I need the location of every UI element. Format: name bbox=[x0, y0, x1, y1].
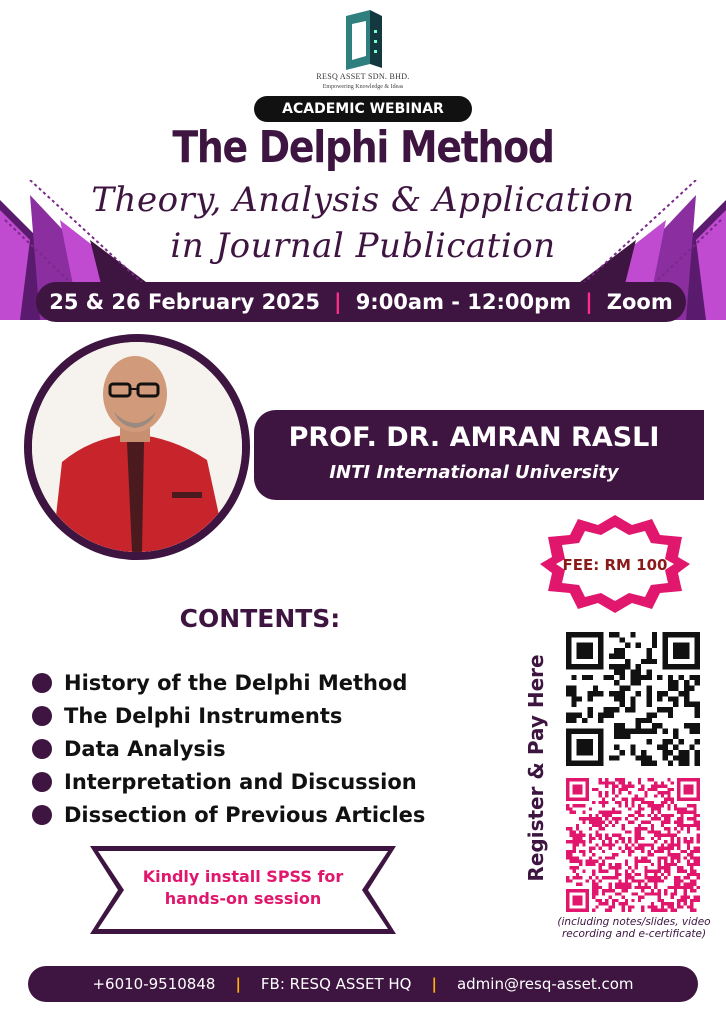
speaker-affiliation: INTI International University bbox=[329, 462, 619, 483]
event-type-pill: ACADEMIC WEBINAR bbox=[254, 96, 472, 122]
bullet-icon bbox=[32, 673, 52, 693]
bullet-icon bbox=[32, 772, 52, 792]
footer-email[interactable]: admin@resq-asset.com bbox=[456, 975, 634, 993]
list-item-label: Data Analysis bbox=[64, 736, 226, 761]
contents-heading: CONTENTS: bbox=[179, 604, 341, 633]
schedule-bar bbox=[36, 282, 686, 322]
register-label bbox=[516, 632, 556, 904]
speaker-photo bbox=[24, 334, 250, 560]
event-platform: Zoom bbox=[606, 290, 673, 314]
list-item-label: History of the Delphi Method bbox=[64, 670, 408, 695]
note-line1: Kindly install SPSS for bbox=[142, 867, 344, 886]
footer-phone[interactable]: +6010-9510848 bbox=[92, 975, 216, 993]
event-subtitle-line2: in Journal Publication bbox=[170, 226, 556, 266]
bullet-icon bbox=[32, 706, 52, 726]
fee-label: FEE: RM 100 bbox=[562, 556, 668, 574]
event-subtitle-line1: Theory, Analysis & Application bbox=[91, 180, 635, 220]
list-item bbox=[32, 699, 425, 732]
schedule-separator: | bbox=[585, 290, 593, 314]
fee-badge bbox=[540, 515, 690, 613]
list-item bbox=[32, 732, 425, 765]
qr-code-register[interactable] bbox=[566, 632, 700, 766]
speaker-name: PROF. DR. AMRAN RASLI bbox=[288, 422, 660, 453]
company-name: RESQ ASSET SDN. BHD. bbox=[316, 72, 410, 81]
event-title: The Delphi Method bbox=[172, 122, 554, 173]
list-item bbox=[32, 765, 425, 798]
list-item-label: Interpretation and Discussion bbox=[64, 769, 417, 794]
schedule-separator: | bbox=[334, 290, 342, 314]
resq-logo-icon bbox=[340, 10, 386, 72]
qr-note: (including notes/slides, video recording and e-certificate) bbox=[557, 916, 711, 940]
company-tagline: Empowering Knowledge & Ideas bbox=[322, 84, 404, 90]
list-item bbox=[32, 798, 425, 831]
list-item bbox=[32, 666, 425, 699]
spss-note-text bbox=[90, 866, 396, 910]
footer-contact-bar bbox=[28, 966, 698, 1002]
event-date: 25 & 26 February 2025 bbox=[49, 290, 321, 314]
note-line2: hands-on session bbox=[164, 889, 322, 908]
speaker-card bbox=[254, 410, 704, 500]
footer-separator: | bbox=[235, 975, 241, 993]
bullet-icon bbox=[32, 739, 52, 759]
speaker-portrait-image bbox=[32, 342, 242, 552]
event-time: 9:00am - 12:00pm bbox=[355, 290, 572, 314]
footer-separator: | bbox=[431, 975, 437, 993]
list-item-label: Dissection of Previous Articles bbox=[64, 802, 426, 827]
list-item-label: The Delphi Instruments bbox=[64, 703, 343, 728]
qr-code-payment[interactable] bbox=[566, 778, 700, 912]
register-text: Register & Pay Here bbox=[524, 654, 548, 882]
bullet-icon bbox=[32, 805, 52, 825]
footer-facebook[interactable]: FB: RESQ ASSET HQ bbox=[260, 975, 412, 993]
contents-list bbox=[32, 666, 425, 831]
